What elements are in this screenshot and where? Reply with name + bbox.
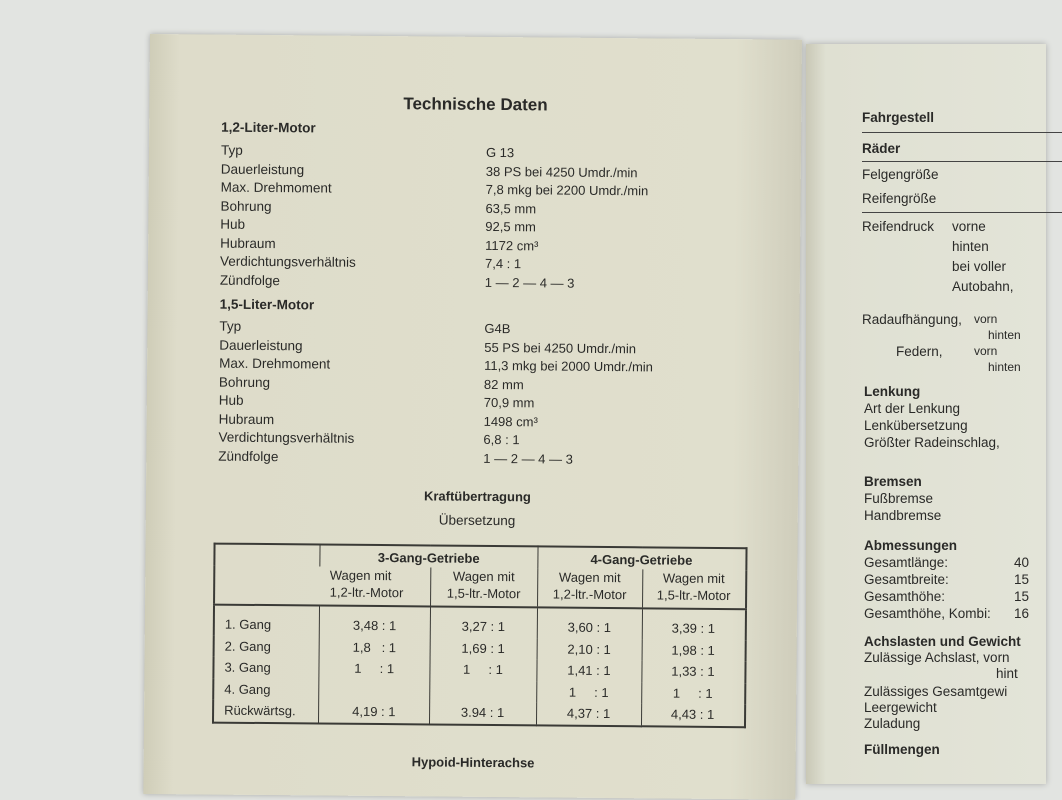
ratio-cell: 1 : 1 (536, 681, 641, 703)
gear-label: Rückwärtsg. (224, 702, 296, 719)
spec-value: 92,5 mm (485, 218, 536, 235)
spec-label: Bohrung (218, 374, 271, 390)
table-row (214, 605, 746, 640)
label: Leergewicht (864, 700, 937, 715)
label: Fußbremse (864, 491, 934, 506)
motor12-heading: 1,2-Liter-Motor (221, 119, 316, 136)
label: Reifengröße (862, 191, 937, 206)
dimension-label: Gesamthöhe: (864, 589, 946, 604)
label: Reifendruck (862, 219, 935, 234)
spec-label: Dauerleistung (219, 337, 303, 353)
ratio-cell: 3,27 : 1 (430, 606, 537, 637)
spec-value: 38 PS bei 4250 Umdr./min (485, 163, 638, 180)
label: Radaufhängung, (862, 312, 962, 327)
spec-label: Hubraum (218, 411, 275, 427)
sub-header: 1,5-ltr.-Motor (446, 585, 521, 602)
hinterachse-heading: Hypoid-Hinterachse (411, 754, 535, 771)
label: vorne (952, 219, 986, 234)
section-heading: Fahrgestell (862, 110, 935, 125)
page-title: Technische Daten (403, 94, 548, 115)
ratio-cell: 3,60 : 1 (537, 607, 642, 638)
label: Zulässige Achslast, vorn (864, 650, 1010, 665)
section-heading: Achslasten und Gewicht (864, 634, 1021, 649)
spec-value: 82 mm (483, 376, 524, 392)
group-header: 3-Gang-Getriebe (320, 545, 538, 569)
spec-label: Hubraum (220, 235, 276, 251)
spec-label: Hub (220, 216, 246, 232)
ratio-cell: 1,98 : 1 (642, 639, 746, 661)
ratio-cell: 1,8 : 1 (319, 636, 430, 658)
section-heading: Abmessungen (864, 538, 958, 553)
ratio-cell: 1 : 1 (641, 682, 745, 704)
spec-value: 63,5 mm (485, 200, 537, 216)
spec-value: 1 — 2 — 4 — 3 (484, 274, 575, 291)
dimension-value: 15 (1014, 572, 1030, 587)
section-heading: Füllmengen (864, 742, 940, 757)
sub-header: Wagen mit (558, 569, 621, 586)
sub-header: Wagen mit (452, 568, 515, 585)
spec-label: Dauerleistung (220, 161, 305, 177)
spec-value: 11,3 mkg bei 2000 Umdr./min (484, 357, 654, 375)
ratio-cell: 1 : 1 (429, 658, 536, 680)
ratio-cell: 4,37 : 1 (536, 702, 641, 725)
ratio-cell: 4,19 : 1 (318, 700, 429, 723)
label: vorn (974, 344, 998, 358)
spec-label: Max. Drehmoment (220, 179, 332, 196)
dimension-value: 16 (1014, 606, 1030, 621)
label: Autobahn, (952, 279, 1014, 294)
sub-header: 1,2-ltr.-Motor (552, 586, 627, 603)
spec-label: Typ (220, 142, 243, 158)
label: vorn (974, 312, 998, 326)
label: Lenkübersetzung (864, 418, 968, 433)
left-page (143, 34, 802, 800)
dimension-value: 40 (1014, 555, 1030, 570)
ratio-cell: 3,39 : 1 (642, 608, 746, 639)
table-row (213, 700, 745, 727)
spec-value: G4B (484, 320, 511, 337)
dimension-value: 15 (1014, 589, 1030, 604)
spec-label: Hub (218, 392, 244, 408)
label: Felgengröße (862, 167, 939, 182)
ratio-cell: 3,48 : 1 (319, 606, 430, 637)
section-heading: Lenkung (864, 384, 921, 399)
kraft-heading: Kraftübertragung (423, 488, 531, 505)
ratio-cell: 4,43 : 1 (641, 703, 745, 726)
ratio-cell: 2,10 : 1 (537, 638, 642, 660)
spec-value: 55 PS bei 4250 Umdr./min (484, 339, 637, 356)
spec-label: Typ (219, 318, 242, 334)
sub-header: Wagen mit (329, 567, 392, 584)
sub-header: Wagen mit (662, 570, 725, 587)
uebersetzung-heading: Übersetzung (438, 512, 516, 529)
spec-label: Verdichtungsverhältnis (218, 429, 355, 446)
gear-label: 1. Gang (224, 616, 272, 633)
spec-value: 70,9 mm (483, 394, 535, 411)
spec-label: Verdichtungsverhältnis (219, 253, 356, 270)
label: Zulässiges Gesamtgewi (864, 684, 1008, 699)
label: Art der Lenkung (864, 401, 961, 416)
label: Zuladung (864, 716, 921, 731)
ratio-cell: 3.94 : 1 (429, 701, 536, 724)
spec-value: 1498 cm³ (483, 413, 538, 429)
gear-label: 3. Gang (224, 659, 271, 676)
section-heading: Räder (862, 141, 901, 156)
dimension-label: Gesamtlänge: (864, 555, 949, 570)
ratio-cell: 1,69 : 1 (430, 637, 537, 659)
spec-value: 7,4 : 1 (484, 255, 522, 272)
ratio-cell: 1,33 : 1 (641, 660, 745, 682)
label: hinten (988, 360, 1021, 374)
gear-ratio-table (212, 543, 747, 728)
label: hint (996, 666, 1018, 681)
motor15-heading: 1,5-Liter-Motor (219, 296, 315, 313)
group-header: 4-Gang-Getriebe (537, 546, 746, 570)
label: bei voller (952, 259, 1007, 274)
label: Handbremse (864, 508, 942, 523)
spec-label: Zündfolge (218, 448, 279, 464)
ratio-cell (319, 679, 430, 701)
ratio-cell: 1 : 1 (319, 657, 430, 679)
spec-value: 7,8 mkg bei 2200 Umdr./min (485, 181, 649, 199)
gear-label: 4. Gang (224, 681, 271, 697)
gear-label: 2. Gang (224, 638, 271, 654)
label: hinten (952, 239, 989, 254)
spec-label: Zündfolge (219, 272, 280, 288)
ratio-cell (429, 680, 536, 702)
spec-label: Max. Drehmoment (219, 355, 331, 372)
sub-header: 1,5-ltr.-Motor (656, 587, 731, 604)
ratio-cell: 1,41 : 1 (536, 659, 641, 681)
dimension-label: Gesamtbreite: (864, 572, 949, 587)
sub-header: 1,2-ltr.-Motor (329, 584, 404, 601)
spec-value: 1172 cm³ (485, 237, 539, 253)
right-page (806, 44, 1046, 784)
label: Federn, (896, 344, 943, 359)
label: hinten (988, 328, 1021, 342)
label: Größter Radeinschlag, (864, 435, 1000, 450)
dimension-label: Gesamthöhe, Kombi: (864, 606, 991, 621)
spec-value: 1 — 2 — 4 — 3 (483, 450, 573, 467)
spec-label: Bohrung (220, 198, 272, 214)
section-heading: Bremsen (864, 474, 922, 489)
spec-value: 6,8 : 1 (483, 431, 520, 448)
spec-value: G 13 (485, 144, 515, 161)
